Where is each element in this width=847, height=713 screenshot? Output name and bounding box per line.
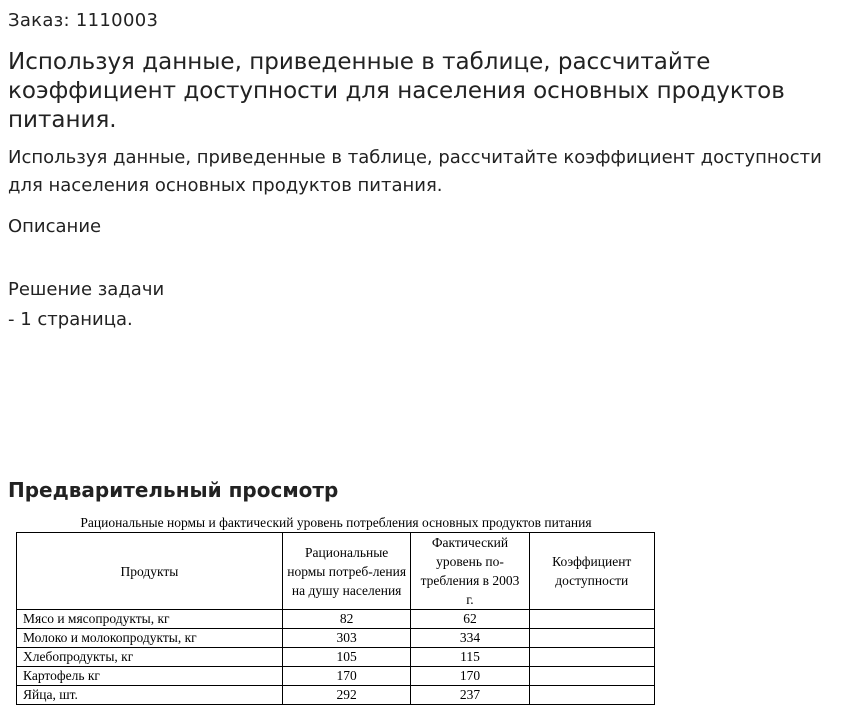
- column-header-actual: Фактический уровень по-требления в 2003 г.: [411, 533, 529, 610]
- consumption-table: [16, 532, 655, 705]
- cell-product: Молоко и молокопродукты, кг: [17, 629, 283, 648]
- preview-heading: Предварительный просмотр: [8, 478, 339, 502]
- cell-norm: 303: [282, 629, 411, 648]
- table-caption: Рациональные нормы и фактический уровень потребления основных продуктов питания: [80, 515, 592, 530]
- column-header-coefficient: Коэффициент доступности: [529, 533, 655, 610]
- task-title: Используя данные, приведенные в таблице, рассчитайте коэффициент доступности для населения основных продуктов питания.: [8, 49, 785, 133]
- table-row: [17, 648, 655, 667]
- order-number: Заказ: 1110003: [8, 10, 159, 31]
- cell-coefficient: [529, 610, 655, 629]
- cell-actual: 170: [411, 667, 529, 686]
- preview-document: [16, 514, 656, 705]
- cell-product: Картофель кг: [17, 667, 283, 686]
- task-description: Используя данные, приведенные в таблице, рассчитайте коэффициент доступности для населения основных продуктов питания.: [8, 147, 822, 196]
- table-row: [17, 610, 655, 629]
- cell-product: Яйца, шт.: [17, 686, 283, 705]
- solution-title: Решение задачи: [8, 279, 165, 300]
- cell-actual: 237: [411, 686, 529, 705]
- cell-norm: 105: [282, 648, 411, 667]
- cell-coefficient: [529, 629, 655, 648]
- cell-actual: 334: [411, 629, 529, 648]
- table-row: [17, 686, 655, 705]
- column-header-norm: Рациональные нормы потреб-ления на душу населения: [282, 533, 411, 610]
- cell-product: Хлебопродукты, кг: [17, 648, 283, 667]
- column-header-products: Продукты: [17, 533, 283, 610]
- cell-actual: 62: [411, 610, 529, 629]
- table-row: [17, 629, 655, 648]
- table-header-row: [17, 533, 655, 610]
- cell-coefficient: [529, 686, 655, 705]
- cell-actual: 115: [411, 648, 529, 667]
- cell-coefficient: [529, 648, 655, 667]
- solution-pages: - 1 страница.: [8, 309, 133, 330]
- cell-norm: 292: [282, 686, 411, 705]
- cell-norm: 170: [282, 667, 411, 686]
- cell-product: Мясо и мясопродукты, кг: [17, 610, 283, 629]
- cell-coefficient: [529, 667, 655, 686]
- table-row: [17, 667, 655, 686]
- description-label: Описание: [8, 216, 102, 237]
- cell-norm: 82: [282, 610, 411, 629]
